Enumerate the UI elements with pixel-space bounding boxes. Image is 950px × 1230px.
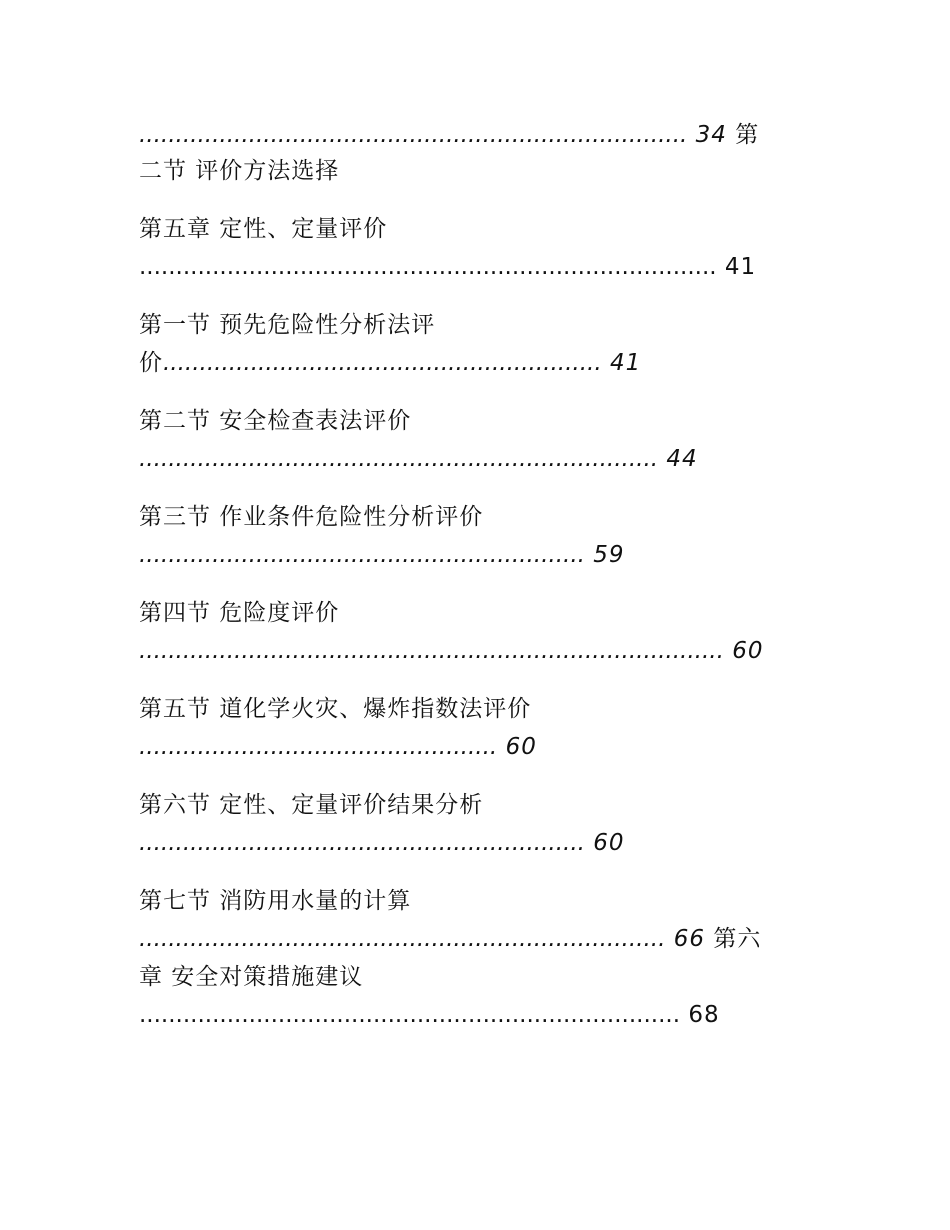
leader-dots: ..........................................................................	[139, 1002, 681, 1028]
toc-entry-dots-34	[139, 120, 759, 150]
toc-leader-line	[139, 828, 625, 858]
toc-leader-line	[139, 444, 698, 474]
page-number: 60	[593, 830, 625, 856]
toc-leader-line	[139, 924, 761, 954]
toc-leader-line	[139, 732, 537, 762]
leader-dots: .................................................	[139, 734, 498, 760]
entry-title: 第三节 作业条件危险性分析评价	[139, 504, 484, 530]
toc-entry-section-2	[139, 406, 411, 436]
toc-leader-line	[139, 636, 763, 666]
entry-title: 第五章 定性、定量评价	[139, 216, 388, 242]
entry-title: 第七节 消防用水量的计算	[139, 888, 412, 914]
page-number: 60	[505, 734, 537, 760]
entry-title: 第一节 预先危险性分析法评	[139, 312, 436, 338]
toc-entry-section-2-method-selection	[139, 156, 339, 186]
toc-leader-line	[139, 1000, 720, 1030]
entry-text-fragment: 第	[735, 122, 760, 148]
leader-dots: ...............................................................................	[139, 254, 717, 280]
toc-leader-line	[139, 348, 641, 378]
leader-dots: .......................................................................	[139, 446, 659, 472]
toc-entry-section-1	[139, 310, 435, 340]
toc-entry-section-6	[139, 790, 483, 820]
leader-dots: ...........................................................................	[139, 122, 688, 148]
leader-dots: ................................................................................	[139, 638, 724, 664]
page-number: 34	[695, 122, 727, 148]
toc-leader-line	[139, 540, 625, 570]
entry-title: 第二节 安全检查表法评价	[139, 408, 412, 434]
toc-entry-section-7	[139, 886, 411, 916]
leader-dots: .............................................................	[139, 542, 585, 568]
entry-title: 第四节 危险度评价	[139, 600, 340, 626]
toc-leader-line	[139, 252, 756, 282]
page-number: 60	[732, 638, 764, 664]
entry-title: 章 安全对策措施建议	[139, 964, 364, 990]
toc-entry-chapter-6	[139, 962, 363, 992]
page-number: 44	[666, 446, 698, 472]
toc-entry-section-4	[139, 598, 339, 628]
entry-title: 第五节 道化学火灾、爆炸指数法评价	[139, 696, 532, 722]
leader-dots: ........................................................................	[139, 926, 666, 952]
page-number: 66	[673, 926, 705, 952]
leader-dots: ............................................................	[163, 350, 602, 376]
toc-entry-section-5	[139, 694, 531, 724]
entry-title: 第六节 定性、定量评价结果分析	[139, 792, 484, 818]
page-number: 68	[688, 1002, 720, 1028]
page-number: 41	[609, 350, 642, 376]
page-number: 41	[724, 254, 757, 280]
entry-text-fragment: 第六	[713, 926, 762, 952]
entry-title-continued: 价	[139, 350, 163, 376]
leader-dots: .............................................................	[139, 830, 585, 856]
toc-entry-chapter-5	[139, 214, 387, 244]
toc-entry-section-3	[139, 502, 483, 532]
entry-title: 二节 评价方法选择	[139, 158, 340, 184]
page-number: 59	[593, 542, 625, 568]
